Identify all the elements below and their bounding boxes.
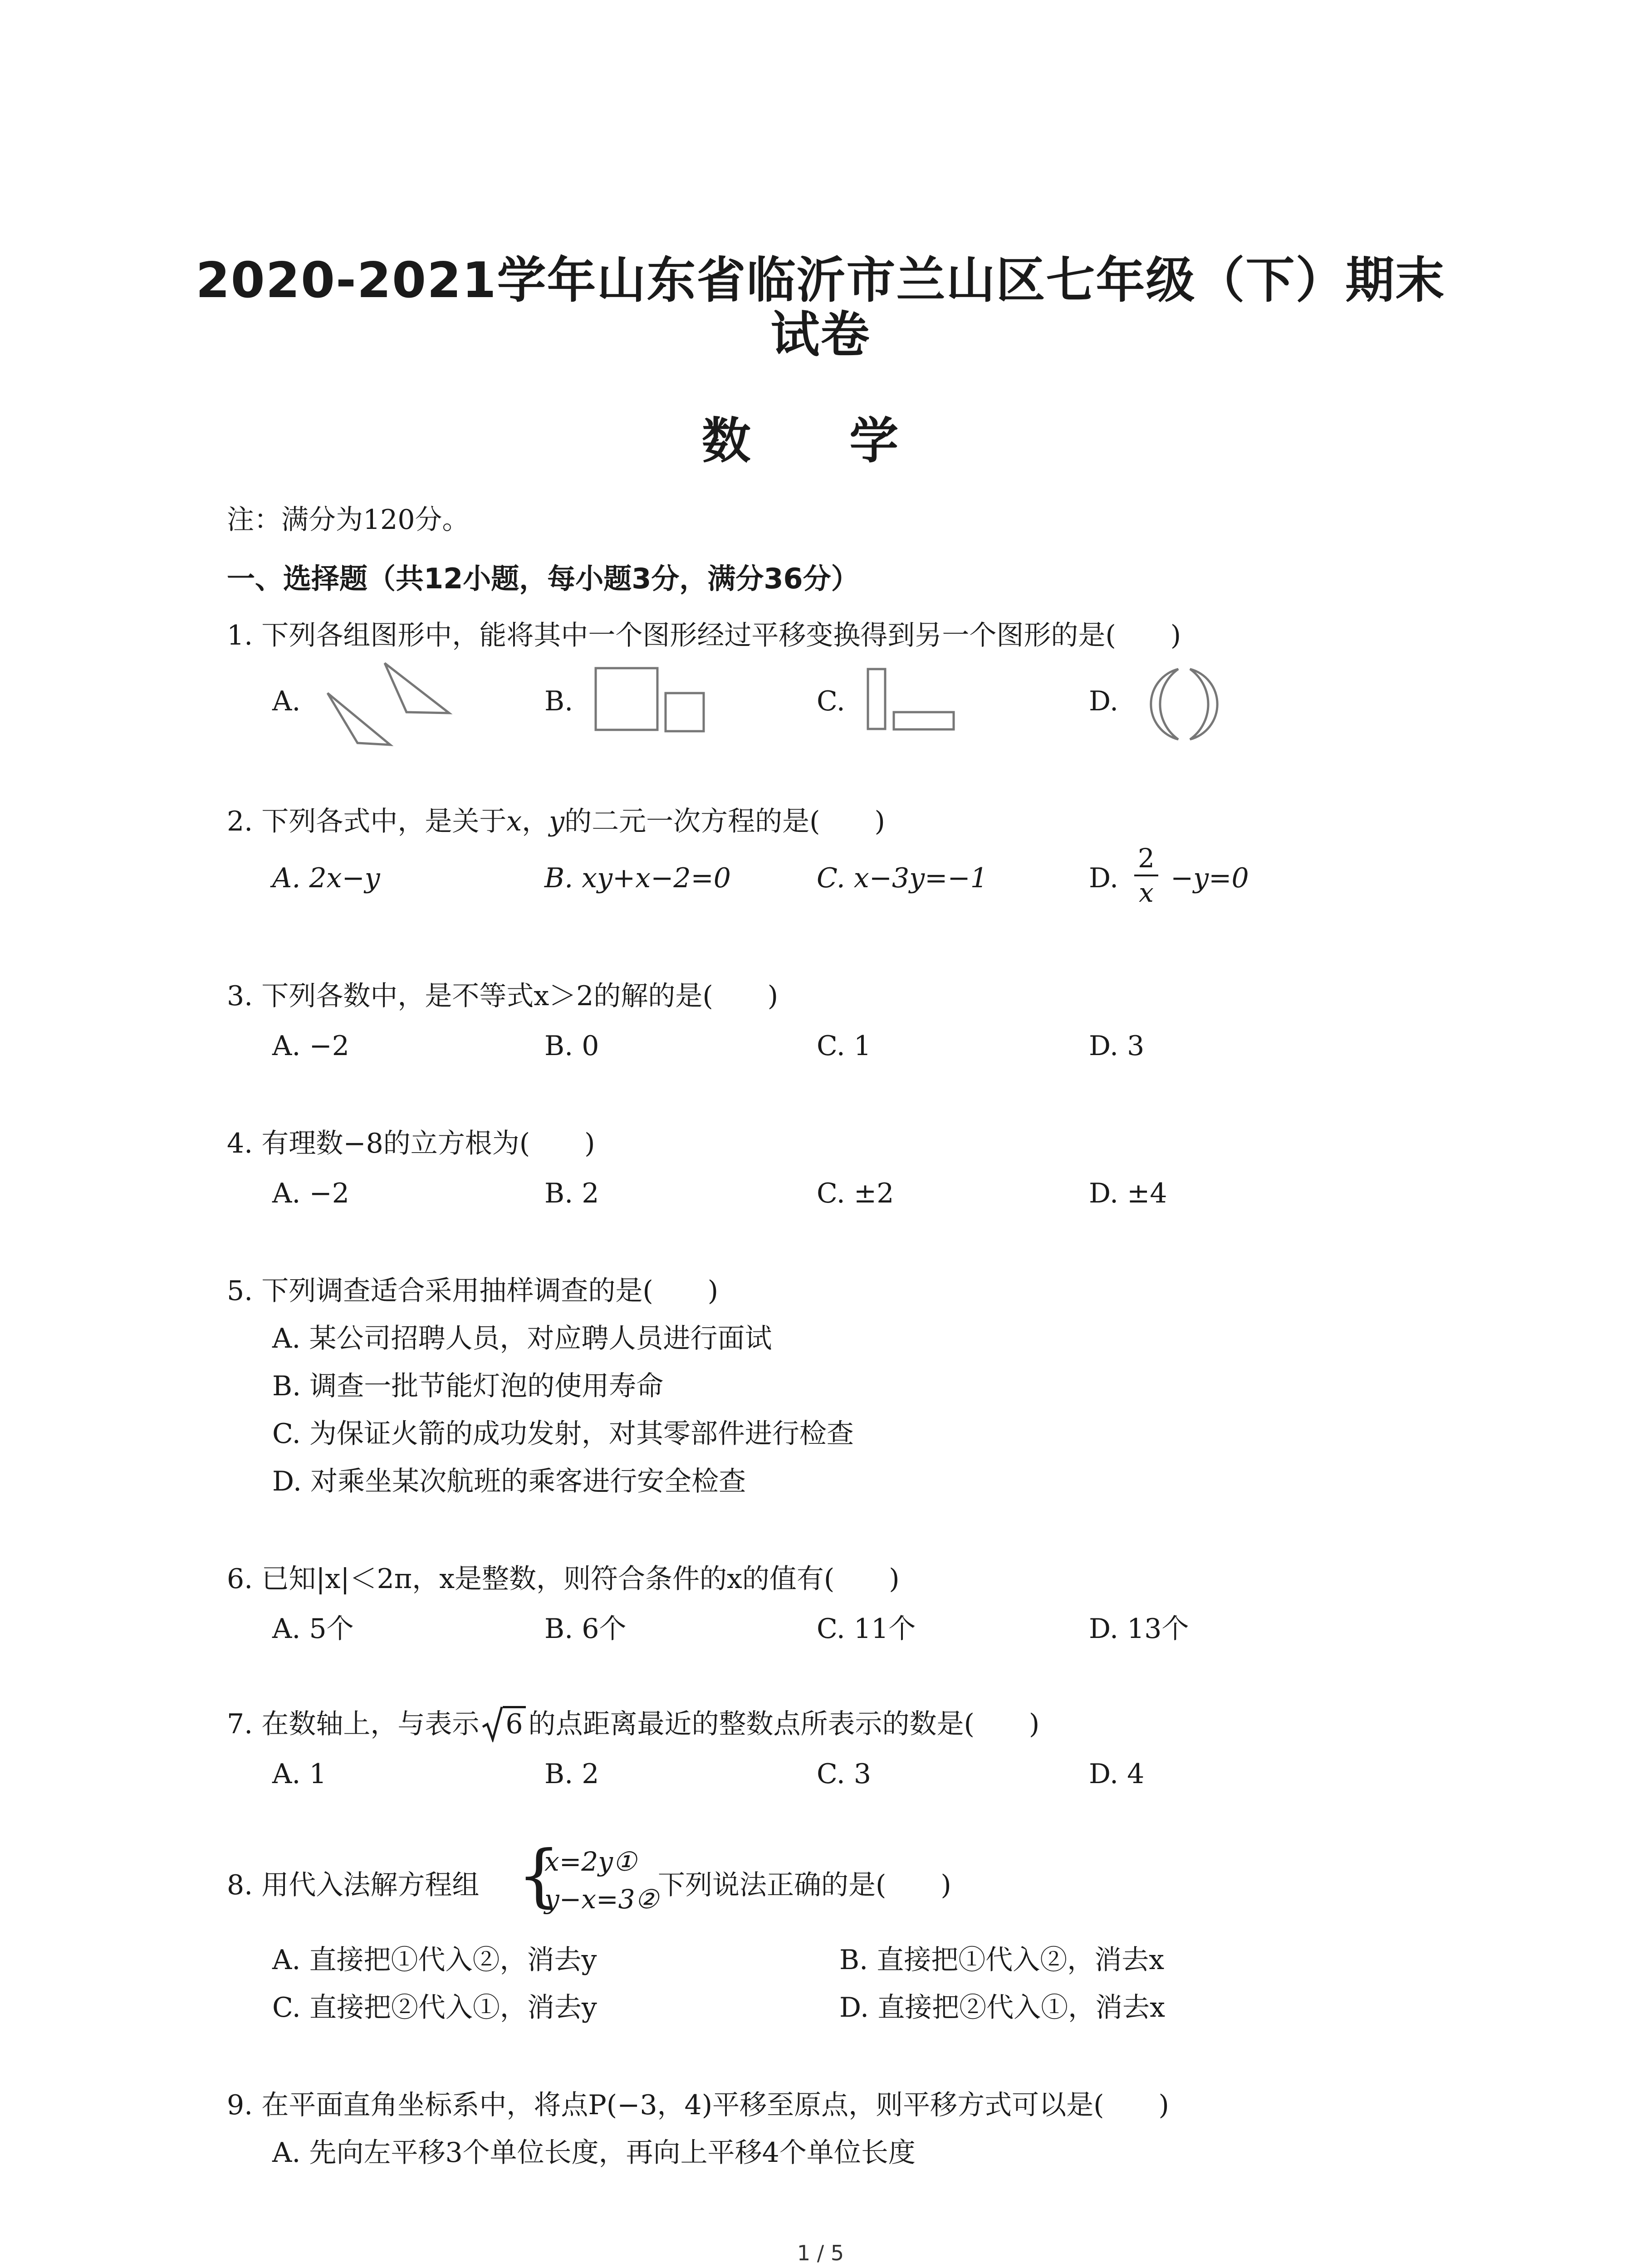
section-heading: 一、选择题（共12小题，每小题3分，满分36分） (227, 562, 859, 595)
system-brace: { (517, 1836, 561, 1915)
option-c: C. 3 (817, 1758, 872, 1790)
option-d-label: D. (1089, 862, 1119, 894)
option-c: C. ±2 (817, 1178, 894, 1209)
option-a: A. 先向左平移3个单位长度，再向上平移4个单位长度 (272, 2137, 916, 2169)
option-b: B. xy+x−2=0 (544, 862, 731, 894)
option-c: C. 1 (817, 1030, 872, 1062)
question-stem: 5. 下列调查适合采用抽样调查的是( ) (227, 1275, 719, 1307)
option-d-fraction (1134, 845, 1158, 906)
question-stem: 7. 在数轴上，与表示 6 的点距离最近的整数点所表示的数是( ) (227, 1708, 1039, 1740)
option-a-label: A. (272, 685, 301, 717)
score-note: 注：满分为120分。 (227, 504, 470, 536)
option-a: A. 1 (272, 1758, 327, 1790)
question-stem: 9. 在平面直角坐标系中，将点P(−3，4)平移至原点，则平移方式可以是( ) (227, 2089, 1169, 2121)
question-stem: 3. 下列各数中，是不等式x＞2的解的是( ) (227, 980, 779, 1012)
question-stem: 2. 下列各式中，是关于x，y的二元一次方程的是( ) (227, 806, 885, 837)
option-d: D. 13个 (1089, 1613, 1189, 1645)
option-b: B. 调查一批节能灯泡的使用寿命 (272, 1370, 664, 1402)
option-b-label: B. (544, 685, 573, 717)
page-number: 1 / 5 (797, 2241, 844, 2265)
figure-option-c-rectangles (867, 667, 957, 739)
exam-title-line2: 试卷 (770, 307, 871, 363)
figure-option-a-triangles (327, 662, 463, 753)
option-a: A. 2x−y (272, 862, 380, 894)
equation-1: x=2y① (544, 1846, 637, 1877)
option-a: A. 5个 (272, 1613, 354, 1645)
option-a: A. 直接把①代入②，消去y (272, 1944, 597, 1976)
option-d: D. 4 (1089, 1758, 1145, 1790)
question-stem: 4. 有理数−8的立方根为( ) (227, 1128, 595, 1159)
option-d: D. 对乘坐某次航班的乘客进行安全检查 (272, 1466, 746, 1497)
question-stem-start: 8. 用代入法解方程组 (227, 1869, 480, 1901)
option-c: C. 为保证火箭的成功发射，对其零部件进行检查 (272, 1418, 854, 1450)
option-c-label: C. (817, 685, 845, 717)
option-a: A. −2 (272, 1030, 349, 1062)
subject-heading: 数 学 (701, 413, 940, 469)
option-d: D. 直接把②代入①，消去x (839, 1992, 1165, 2024)
figure-option-b-squares (594, 667, 712, 739)
option-b: B. 直接把①代入②，消去x (839, 1944, 1165, 1976)
option-d: D. 3 (1089, 1030, 1145, 1062)
fraction-numerator: 2 (1134, 845, 1158, 876)
option-c: C. x−3y=−1 (817, 862, 988, 894)
equation-2: y−x=3② (544, 1884, 659, 1915)
option-c: C. 11个 (817, 1613, 916, 1645)
option-a: A. 某公司招聘人员，对应聘人员进行面试 (272, 1323, 772, 1354)
option-b: B. 2 (544, 1758, 599, 1790)
sqrt-expression: 6 (482, 1708, 525, 1740)
option-c: C. 直接把②代入①，消去y (272, 1992, 597, 2024)
question-stem: 1. 下列各组图形中，能将其中一个图形经过平移变换得到另一个图形的是( ) (227, 620, 1181, 651)
exam-title-line1: 2020-2021学年山东省临沂市兰山区七年级（下）期末 (196, 252, 1445, 309)
fraction-denominator: x (1139, 877, 1154, 908)
figure-option-d-crescents (1136, 667, 1236, 744)
option-b: B. 2 (544, 1178, 599, 1209)
question-stem: 6. 已知|x|＜2π，x是整数，则符合条件的x的值有( ) (227, 1563, 900, 1595)
option-d-rest: −y=0 (1171, 862, 1249, 894)
option-b: B. 6个 (544, 1613, 627, 1645)
option-a: A. −2 (272, 1178, 349, 1209)
question-stem-end: 下列说法正确的是( ) (658, 1869, 951, 1901)
sqrt-sign-icon (482, 1706, 504, 1742)
option-b: B. 0 (544, 1030, 599, 1062)
option-d-label: D. (1089, 685, 1119, 717)
option-d: D. ±4 (1089, 1178, 1167, 1209)
